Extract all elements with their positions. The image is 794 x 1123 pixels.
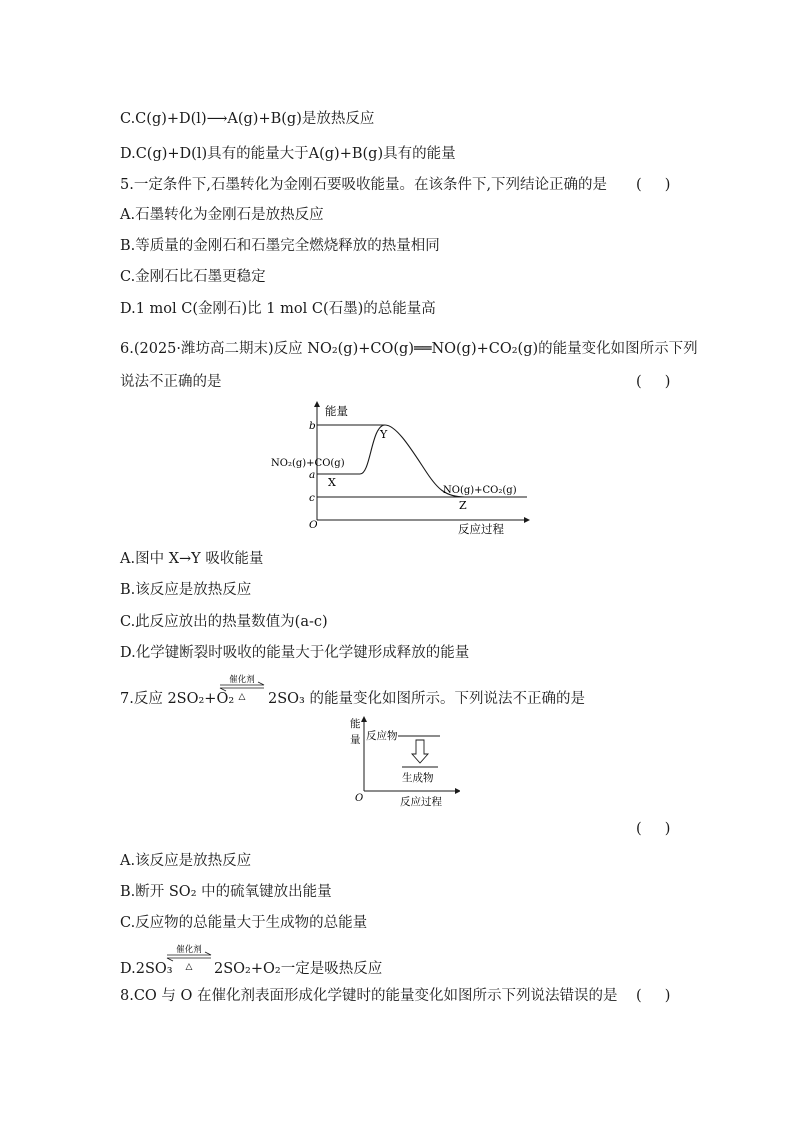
tick-a: a: [309, 469, 316, 481]
q7-answer-paren: ( ): [636, 821, 671, 837]
y-axis-label: 能量: [325, 404, 348, 418]
q6-stem-line1: 6.(2025·潍坊高二期末)反应 NO₂(g)+CO(g)══NO(g)+CO₂(g)的能量变化如图所示下列: [120, 341, 698, 357]
point-y-label: Y: [380, 428, 388, 441]
q6-stem-line2: 说法不正确的是: [120, 374, 222, 390]
q7-option-b: B.断开 SO₂ 中的硫氧键放出能量: [120, 884, 332, 900]
y-axis-label-1: 能: [350, 718, 361, 730]
q6-answer-paren: ( ): [636, 374, 671, 390]
q7-option-c: C.反应物的总能量大于生成物的总能量: [120, 915, 368, 931]
point-x-label: X: [328, 476, 336, 489]
q7d-catalyst-equilibrium-sign: [165, 942, 213, 972]
point-z-label: Z: [459, 499, 467, 512]
q5-stem: 5.一定条件下,石墨转化为金刚石要吸收能量。在该条件下,下列结论正确的是: [120, 177, 608, 193]
origin-label: O: [355, 793, 364, 804]
reactants-label: 反应物: [366, 730, 398, 742]
heat-triangle-label: △: [238, 692, 246, 702]
q7-catalyst-equilibrium-sign: [218, 672, 266, 702]
origin-label: O: [309, 519, 318, 531]
q8-answer-paren: ( ): [636, 988, 671, 1004]
q7-option-a: A.该反应是放热反应: [120, 853, 252, 869]
down-arrow-icon: [412, 740, 428, 763]
tick-c: c: [309, 492, 315, 504]
q6-option-a: A.图中 X→Y 吸收能量: [120, 551, 264, 567]
q6-option-b: B.该反应是放热反应: [120, 582, 252, 598]
q6-energy-diagram: [265, 400, 530, 536]
q7-option-d-part2: 2SO₂+O₂一定是吸热反应: [214, 961, 383, 977]
q7-option-d-part1: D.2SO₃: [120, 961, 173, 977]
heat-triangle-label: △: [185, 962, 193, 972]
catalyst-label: 催化剂: [229, 675, 255, 685]
q5-option-b: B.等质量的金刚石和石墨完全燃烧释放的热量相同: [120, 238, 440, 254]
x-axis-label: 反应过程: [400, 796, 442, 807]
reactants-label: NO₂(g)+CO(g): [271, 458, 345, 469]
products-label: 生成物: [402, 772, 434, 784]
q7-stem-part1: 7.反应 2SO₂+O₂: [120, 691, 235, 707]
q4-option-d: D.C(g)+D(l)具有的能量大于A(g)+B(g)具有的能量: [120, 146, 456, 162]
q8-stem: 8.CO 与 O 在催化剂表面形成化学键时的能量变化如图所示下列说法错误的是: [120, 988, 618, 1004]
q4-option-c: C.C(g)+D(l)⟶A(g)+B(g)是放热反应: [120, 111, 375, 127]
q5-answer-paren: ( ): [636, 177, 671, 193]
catalyst-label: 催化剂: [176, 945, 202, 955]
products-label: NO(g)+CO₂(g): [443, 485, 517, 496]
q5-option-c: C.金刚石比石墨更稳定: [120, 269, 266, 285]
y-axis-label-2: 量: [350, 734, 361, 746]
q6-option-d: D.化学键断裂时吸收的能量大于化学键形成释放的能量: [120, 645, 470, 661]
q7-energy-diagram: [340, 715, 460, 807]
q6-option-c: C.此反应放出的热量数值为(a-c): [120, 614, 328, 630]
q5-option-a: A.石墨转化为金刚石是放热反应: [120, 207, 324, 223]
q5-option-d: D.1 mol C(金刚石)比 1 mol C(石墨)的总能量高: [120, 301, 436, 317]
q7-stem-part2: 2SO₃ 的能量变化如图所示。下列说法不正确的是: [268, 691, 585, 707]
x-axis-label: 反应过程: [458, 522, 504, 536]
tick-b: b: [309, 420, 316, 432]
